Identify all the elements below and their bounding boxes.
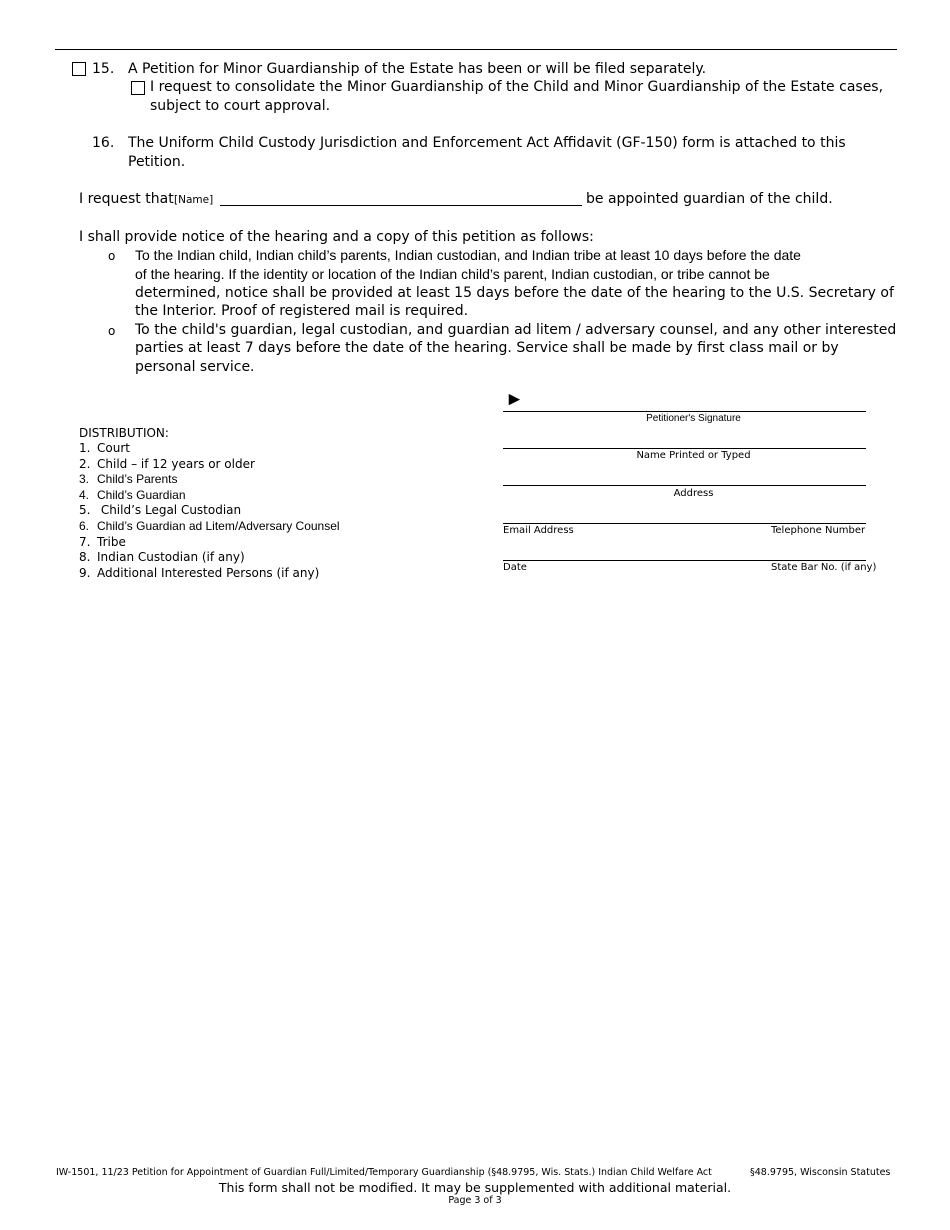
item16-number: 16. — [92, 135, 115, 151]
footer-statute: §48.9795, Wisconsin Statutes — [750, 1167, 891, 1178]
distribution-item: 5. Child’s Legal Custodian — [79, 503, 242, 518]
distribution-item: 3. Child’s Parents — [79, 472, 178, 487]
consolidate-text-line1: I request to consolidate the Minor Guardianship of the Child and Minor Guardianship of the Estate cases, — [150, 79, 884, 95]
name-printed-field[interactable] — [503, 448, 866, 449]
item16-text-line2: Petition. — [128, 154, 186, 170]
address-field[interactable] — [503, 485, 866, 486]
bullet2-line1: To the child's guardian, legal custodian, and guardian ad litem / adversary counsel, and any other interested — [135, 322, 897, 338]
bullet1-line2: of the hearing. If the identity or location of the Indian child’s parent, Indian custodian, or tribe cannot be — [135, 266, 770, 282]
page-number: Page 3 of 3 — [448, 1195, 502, 1206]
email-label: Email Address — [503, 525, 574, 536]
distribution-item: 6. Child’s Guardian ad Litem/Adversary Counsel — [79, 518, 340, 533]
footer-form-info: IW-1501, 11/23 Petition for Appointment of Guardian Full/Limited/Temporary Guardianship (§48.9795, Wis. Stats.) Indian Child Welfare Act — [56, 1167, 712, 1178]
bullet1-line4: the Interior. Proof of registered mail is required. — [135, 303, 469, 319]
distribution-item: 2. Child – if 12 years or older — [79, 456, 255, 471]
petitioner-signature-label: Petitioner's Signature — [646, 413, 741, 424]
name-field-label: [Name] — [174, 194, 214, 206]
item16-text-line1: The Uniform Child Custody Jurisdiction and Enforcement Act Affidavit (GF-150) form is attached to this — [128, 135, 846, 151]
distribution-item: 9. Additional Interested Persons (if any) — [79, 565, 320, 580]
bullet2-marker: o — [108, 324, 116, 338]
bullet1-marker: o — [108, 249, 116, 263]
state-bar-label: State Bar No. (if any) — [771, 562, 877, 573]
telephone-label: Telephone Number — [771, 525, 866, 536]
signature-arrow-icon: ► — [505, 389, 524, 410]
footer-notice: This form shall not be modified. It may be supplemented with additional material. — [218, 1180, 732, 1195]
bullet2-line2: parties at least 7 days before the date of the hearing. Service shall be made by first class mail or by — [135, 340, 839, 356]
name-printed-label: Name Printed or Typed — [636, 450, 751, 461]
request-suffix: be appointed guardian of the child. — [586, 191, 833, 207]
bullet2-line3: personal service. — [135, 359, 255, 375]
notice-intro: I shall provide notice of the hearing and a copy of this petition as follows: — [79, 229, 594, 245]
consolidate-text-line2: subject to court approval. — [150, 98, 331, 114]
distribution-item: 1. Court — [79, 441, 130, 455]
address-label: Address — [673, 488, 714, 499]
top-rule — [55, 49, 897, 50]
date-label: Date — [503, 562, 527, 573]
date-bar-field[interactable] — [503, 560, 866, 561]
bullet1-line1: To the Indian child, Indian child’s parents, Indian custodian, and Indian tribe at least 10 days before the date — [135, 247, 801, 263]
distribution-title: DISTRIBUTION: — [79, 426, 169, 440]
bullet1-line3: determined, notice shall be provided at least 15 days before the date of the hearing to the U.S. Secretary of — [135, 285, 894, 301]
item15-number: 15. — [92, 61, 115, 77]
item15-checkbox[interactable] — [72, 62, 86, 76]
item15-text: A Petition for Minor Guardianship of the Estate has been or will be filed separately. — [128, 61, 707, 77]
distribution-item: 4. Child’s Guardian — [79, 487, 186, 502]
distribution-item: 7. Tribe — [79, 534, 126, 549]
consolidate-checkbox[interactable] — [131, 81, 145, 95]
petitioner-signature-field[interactable] — [503, 411, 866, 412]
guardian-name-field[interactable] — [220, 205, 582, 206]
email-phone-field[interactable] — [503, 523, 866, 524]
distribution-list — [79, 441, 340, 581]
request-prefix: I request that — [79, 191, 174, 207]
distribution-item: 8. Indian Custodian (if any) — [79, 550, 245, 565]
